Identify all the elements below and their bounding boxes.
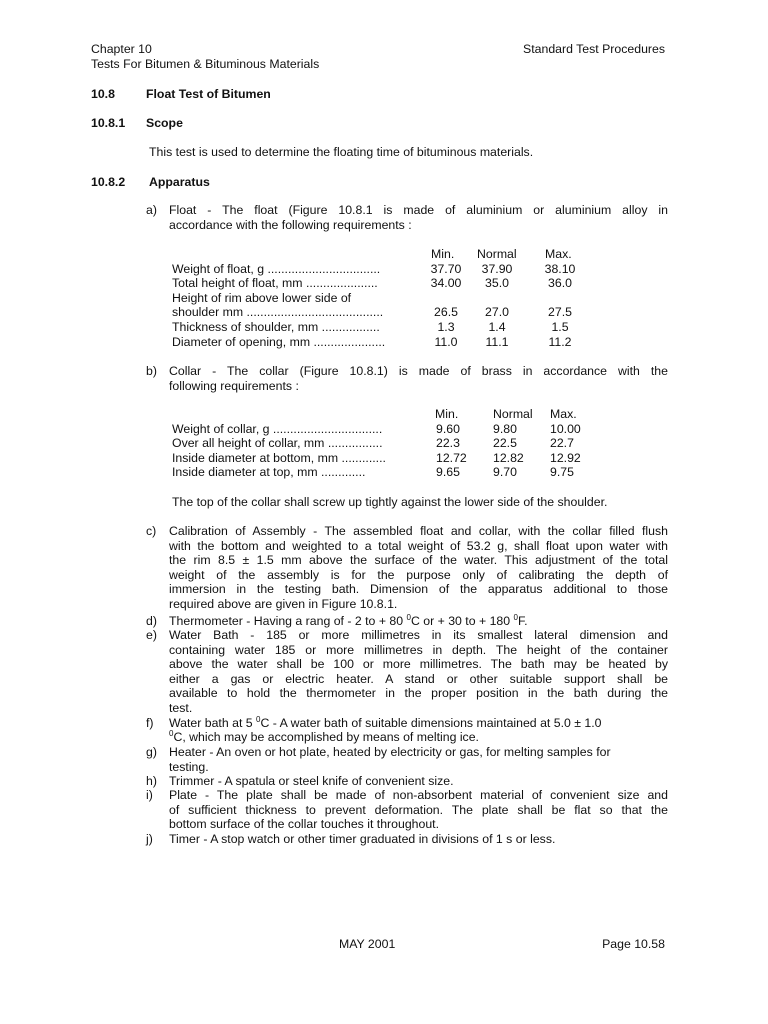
table-row: [172, 276, 592, 291]
row-name: Weight of float, g .................................: [172, 261, 381, 276]
table-row: [172, 451, 592, 466]
item-e-line: test.: [169, 700, 193, 715]
row-max: 38.10: [544, 261, 576, 276]
footer-page-number: Page 10.58: [602, 937, 665, 951]
row-name: Over all height of collar, mm ................: [172, 436, 383, 451]
table-row: [172, 465, 592, 480]
col-min-header: Min.: [431, 247, 455, 261]
row-min: 9.65: [436, 465, 460, 480]
item-d-mid: C or + 30 to + 180: [410, 614, 514, 628]
row-normal: 11.1: [485, 334, 509, 349]
row-normal: 12.82: [493, 450, 524, 465]
row-name: Inside diameter at bottom, mm .............: [172, 450, 386, 465]
item-i-text: [169, 788, 668, 832]
row-min: 11.0: [434, 334, 458, 349]
item-i-line: Plate - The plate shall be made of non-absorbent material of convenient size and: [169, 788, 668, 802]
row-normal: 35.0: [485, 276, 509, 291]
item-f-line1: [169, 716, 602, 731]
item-b-text: [169, 364, 668, 393]
item-f-line2-text: C, which may be accomplished by means of melting ice.: [173, 730, 479, 744]
row-min: 37.70: [430, 261, 462, 276]
col-min-header: Min.: [435, 407, 459, 421]
section-number: 10.8: [91, 87, 115, 101]
collar-note: The top of the collar shall screw up tightly against the lower side of the shoulder.: [172, 495, 608, 509]
table-row: [172, 291, 592, 306]
row-max: 10.00: [550, 421, 581, 436]
scope-title: Scope: [146, 116, 183, 130]
chapter-subtitle: Tests For Bitumen & Bituminous Materials: [91, 57, 320, 71]
item-a-line: accordance with the following requirements :: [169, 217, 412, 232]
footer-date: MAY 2001: [339, 937, 396, 951]
table-row: [172, 422, 592, 437]
item-e-line: available to hold the thermometer in the proper position in the bath during the: [169, 686, 668, 701]
item-e-text: [169, 628, 668, 716]
item-g-label: g): [146, 745, 157, 759]
collar-requirements-table: [172, 407, 592, 480]
degree-mark: 0: [169, 729, 174, 738]
row-normal: 9.80: [493, 421, 517, 436]
table-row: [172, 305, 592, 320]
degree-mark: 0: [406, 613, 411, 622]
item-f-pre: Water bath at 5: [169, 716, 257, 730]
item-d-text: [169, 614, 528, 629]
item-i-line: of sufficient thickness to prevent deformation. The plate shall be flat so that the: [169, 802, 668, 817]
degree-mark: 0: [256, 715, 261, 724]
item-c-line: the rim 8.5 ± 1.5 mm above the surface of the water. This adjustment of the total: [169, 553, 668, 568]
table-header-row: [172, 407, 592, 422]
col-normal-header: Normal: [477, 247, 517, 261]
float-requirements-table: [172, 247, 592, 349]
row-normal: 27.0: [485, 305, 509, 320]
item-f-label: f): [146, 716, 154, 730]
row-normal: 9.70: [493, 465, 517, 480]
header-right-title: Standard Test Procedures: [523, 42, 665, 56]
col-normal-header: Normal: [493, 407, 533, 421]
item-c-label: c): [146, 524, 157, 538]
item-e-line: either a gas or electric heater. A stand or other suitable support shall be: [169, 671, 668, 686]
table-header-row: [172, 247, 592, 262]
row-min: 1.3: [437, 319, 455, 334]
item-e-line: above the water shall be 100 or more millimetres. The bath may be heated by: [169, 657, 668, 672]
row-min: 22.3: [436, 436, 460, 451]
item-b-line: Collar - The collar (Figure 10.8.1) is made of brass in accordance with the: [169, 364, 668, 378]
item-g-text: [169, 745, 668, 774]
row-min: 34.00: [430, 276, 462, 291]
row-normal: 22.5: [493, 436, 517, 451]
row-max: 9.75: [550, 465, 574, 480]
item-c-text: [169, 524, 668, 612]
row-name: Total height of float, mm .....................: [172, 276, 378, 291]
item-d-post: F.: [517, 614, 528, 628]
table-row: [172, 262, 592, 277]
item-g-line: testing.: [169, 759, 209, 774]
row-name: Weight of collar, g ................................: [172, 421, 383, 436]
item-c-line: Calibration of Assembly - The assembled float and collar, with the collar filled flush: [169, 524, 668, 538]
item-e-line: Water Bath - 185 or more millimetres in its smallest lateral dimension and: [169, 628, 668, 642]
row-min: 26.5: [434, 305, 458, 320]
item-d-pre: Thermometer - Having a rang of - 2 to + 80: [169, 614, 407, 628]
item-b-line: following requirements :: [169, 378, 299, 393]
row-max: 12.92: [550, 450, 581, 465]
table-row: [172, 436, 592, 451]
chapter-label: Chapter 10: [91, 42, 152, 56]
col-max-header: Max.: [550, 407, 577, 421]
col-max-header: Max.: [545, 247, 572, 261]
row-max: 22.7: [550, 436, 574, 451]
row-max: 36.0: [548, 276, 572, 291]
row-normal: 1.4: [488, 319, 506, 334]
row-max: 27.5: [548, 305, 572, 320]
item-i-label: i): [146, 788, 153, 802]
row-name: Thickness of shoulder, mm .................: [172, 319, 380, 334]
scope-number: 10.8.1: [91, 116, 126, 130]
table-row: [172, 320, 592, 335]
row-max: 1.5: [551, 319, 569, 334]
row-normal: 37.90: [481, 261, 513, 276]
item-c-line: weight of the assembly is for the purpose only of calibrating the depth of: [169, 567, 668, 582]
item-b-label: b): [146, 364, 157, 378]
item-c-line: with the bottom and weighted to a total weight of 53.2 g, shall float upon water with: [169, 538, 668, 553]
row-name: Height of rim above lower side of: [172, 290, 352, 305]
item-a-text: [169, 203, 668, 232]
item-f-post: C - A water bath of suitable dimensions maintained at 5.0 ± 1.0: [260, 716, 602, 730]
item-e-label: e): [146, 628, 157, 642]
item-c-line: required above are given in Figure 10.8.1.: [169, 596, 398, 611]
item-e-line: containing water 185 or more millimetres in depth. The height of the container: [169, 642, 668, 657]
item-f-line2: [169, 730, 479, 745]
row-min: 9.60: [436, 421, 460, 436]
row-name: Inside diameter at top, mm .............: [172, 465, 366, 480]
item-a-label: a): [146, 203, 157, 217]
item-c-line: immersion in the testing bath. Dimension of the apparatus additional to those: [169, 582, 668, 597]
item-i-line: bottom surface of the collar touches it throughout.: [169, 817, 440, 832]
item-h-text: Trimmer - A spatula or steel knife of convenient size.: [169, 774, 454, 788]
item-a-line: Float - The float (Figure 10.8.1 is made of aluminium or aluminium alloy in: [169, 203, 668, 217]
row-name: Diameter of opening, mm .....................: [172, 334, 386, 349]
section-title: Float Test of Bitumen: [146, 87, 271, 101]
item-g-line: Heater - An oven or hot plate, heated by electricity or gas, for melting samples for: [169, 745, 611, 759]
item-j-label: j): [146, 832, 153, 846]
item-j-text: Timer - A stop watch or other timer graduated in divisions of 1 s or less.: [169, 832, 556, 846]
table-row: [172, 335, 592, 350]
scope-text: This test is used to determine the floating time of bituminous materials.: [149, 145, 534, 159]
item-d-label: d): [146, 614, 157, 628]
row-max: 11.2: [548, 334, 572, 349]
row-min: 12.72: [436, 450, 467, 465]
row-name: shoulder mm ........................................: [172, 305, 384, 320]
degree-mark: 0: [513, 613, 518, 622]
apparatus-number: 10.8.2: [91, 175, 126, 189]
item-h-label: h): [146, 774, 157, 788]
apparatus-title: Apparatus: [149, 175, 210, 189]
